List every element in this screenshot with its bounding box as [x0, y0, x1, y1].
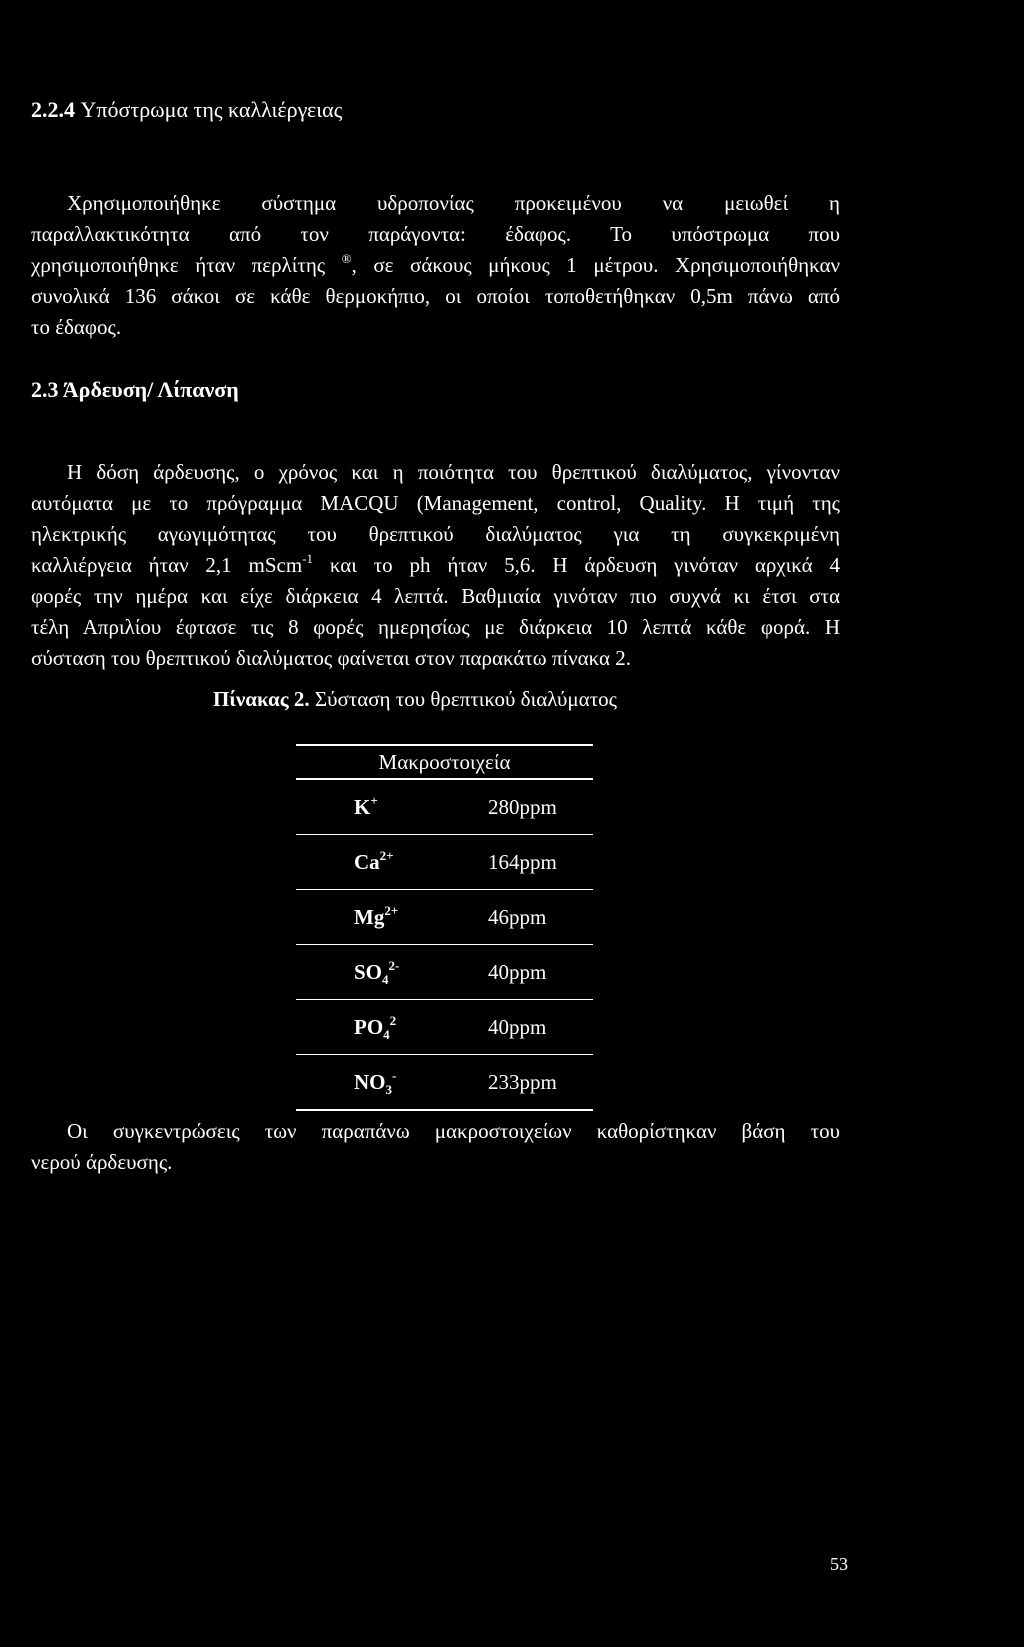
- table-caption: [213, 684, 617, 715]
- element-symbol: NO: [354, 1069, 386, 1094]
- table-label: Πίνακας 2.: [213, 687, 310, 711]
- table-row: [296, 835, 593, 890]
- element-charge: 2+: [379, 847, 394, 863]
- paragraph-line: το έδαφος.: [31, 315, 122, 339]
- concentration-cell: 233ppm: [474, 1055, 593, 1111]
- table-header: Μακροστοιχεία: [296, 745, 593, 779]
- section-number: 2.3: [31, 377, 59, 402]
- element-charge: 2+: [384, 902, 399, 918]
- element-cell: [296, 945, 474, 1000]
- element-charge: -: [392, 1067, 397, 1083]
- element-subscript: 4: [382, 971, 389, 987]
- concentration-cell: 164ppm: [474, 835, 593, 890]
- element-charge: 2-: [388, 957, 400, 973]
- table-row: [296, 1000, 593, 1055]
- section-heading-2-3: [31, 374, 239, 405]
- text-fragment: , σε σάκους μήκους 1 μέτρου. Χρησιμοποιήθηκαν: [351, 253, 841, 277]
- table-row: [296, 779, 593, 835]
- paragraph-line: συνολικά 136 σάκοι σε κάθε θερμοκήπιο, οι οποίοι τοποθετήθηκαν 0,5m πάνω από: [31, 284, 840, 308]
- element-symbol: Ca: [354, 849, 380, 874]
- table-row: [296, 945, 593, 1000]
- irrigation-paragraph: [31, 457, 840, 674]
- macronutrients-table: [296, 744, 593, 1111]
- paragraph-line: νερού άρδευσης.: [31, 1150, 173, 1174]
- paragraph-line: [31, 550, 840, 581]
- element-subscript: 3: [385, 1081, 392, 1097]
- paragraph-line: τέλη Απριλίου έφτασε τις 8 φορές ημερησίως με διάρκεια 10 λεπτά κάθε φορά. Η: [31, 615, 840, 639]
- element-symbol: SO: [354, 959, 383, 984]
- text-fragment: καλλιέργεια ήταν 2,1 mScm: [31, 553, 303, 577]
- table-row: [296, 1055, 593, 1111]
- table-caption-text: Σύσταση του θρεπτικού διαλύματος: [309, 687, 617, 711]
- text-fragment: χρησιμοποιήθηκε ήταν περλίτης: [31, 253, 326, 277]
- paragraph-line: σύσταση του θρεπτικού διαλύματος φαίνεται στον παρακάτω πίνακα 2.: [31, 646, 632, 670]
- element-subscript: 4: [383, 1026, 390, 1042]
- concentration-cell: 46ppm: [474, 890, 593, 945]
- element-charge: +: [370, 792, 378, 808]
- element-cell: [296, 1055, 474, 1111]
- element-cell: [296, 779, 474, 835]
- substrate-paragraph: [31, 188, 840, 343]
- paragraph-line: αυτόματα με το πρόγραμμα MACQU (Management, control, Quality. Η τιμή της: [31, 491, 840, 515]
- element-cell: [296, 835, 474, 890]
- paragraph-line: Χρησιμοποιήθηκε σύστημα υδροπονίας προκειμένου να μειωθεί η: [67, 191, 840, 215]
- superscript: -1: [302, 551, 314, 566]
- section-title: Υπόστρωμα της καλλιέργειας: [80, 97, 343, 122]
- paragraph-line: παραλλακτικότητα από τον παράγοντα: έδαφος. Το υπόστρωμα που: [31, 222, 840, 246]
- table-row: [296, 890, 593, 945]
- element-symbol: Mg: [354, 904, 385, 929]
- table-header-row: [296, 745, 593, 779]
- element-charge: 2: [389, 1012, 397, 1028]
- element-cell: [296, 1000, 474, 1055]
- concentration-cell: 40ppm: [474, 945, 593, 1000]
- conclusion-paragraph: [31, 1116, 840, 1178]
- paragraph-line: Η δόση άρδευσης, ο χρόνος και η ποιότητα του θρεπτικού διαλύματος, γίνονταν: [67, 460, 840, 484]
- section-heading-2-2-4: [31, 94, 342, 125]
- section-number: 2.2.4: [31, 97, 75, 122]
- element-cell: [296, 890, 474, 945]
- paragraph-line: ηλεκτρικής αγωγιμότητας του θρεπτικού διαλύματος για τη συγκεκριμένη: [31, 522, 840, 546]
- page-number: 53: [830, 1554, 848, 1574]
- text-fragment: και το ph ήταν 5,6. Η άρδευση γινόταν αρχικά 4: [313, 553, 841, 577]
- paragraph-line: Οι συγκεντρώσεις των παραπάνω μακροστοιχείων καθορίστηκαν βάση του: [67, 1119, 840, 1143]
- element-symbol: K: [354, 794, 371, 819]
- element-symbol: PO: [354, 1014, 384, 1039]
- registered-mark: ®: [341, 251, 352, 266]
- paragraph-line: [31, 250, 840, 281]
- concentration-cell: 280ppm: [474, 779, 593, 835]
- paragraph-line: φορές την ημέρα και είχε διάρκεια 4 λεπτά. Βαθμιαία γινόταν πιο συχνά κι έτσι στα: [31, 584, 840, 608]
- section-title: Άρδευση/ Λίπανση: [62, 377, 239, 402]
- concentration-cell: 40ppm: [474, 1000, 593, 1055]
